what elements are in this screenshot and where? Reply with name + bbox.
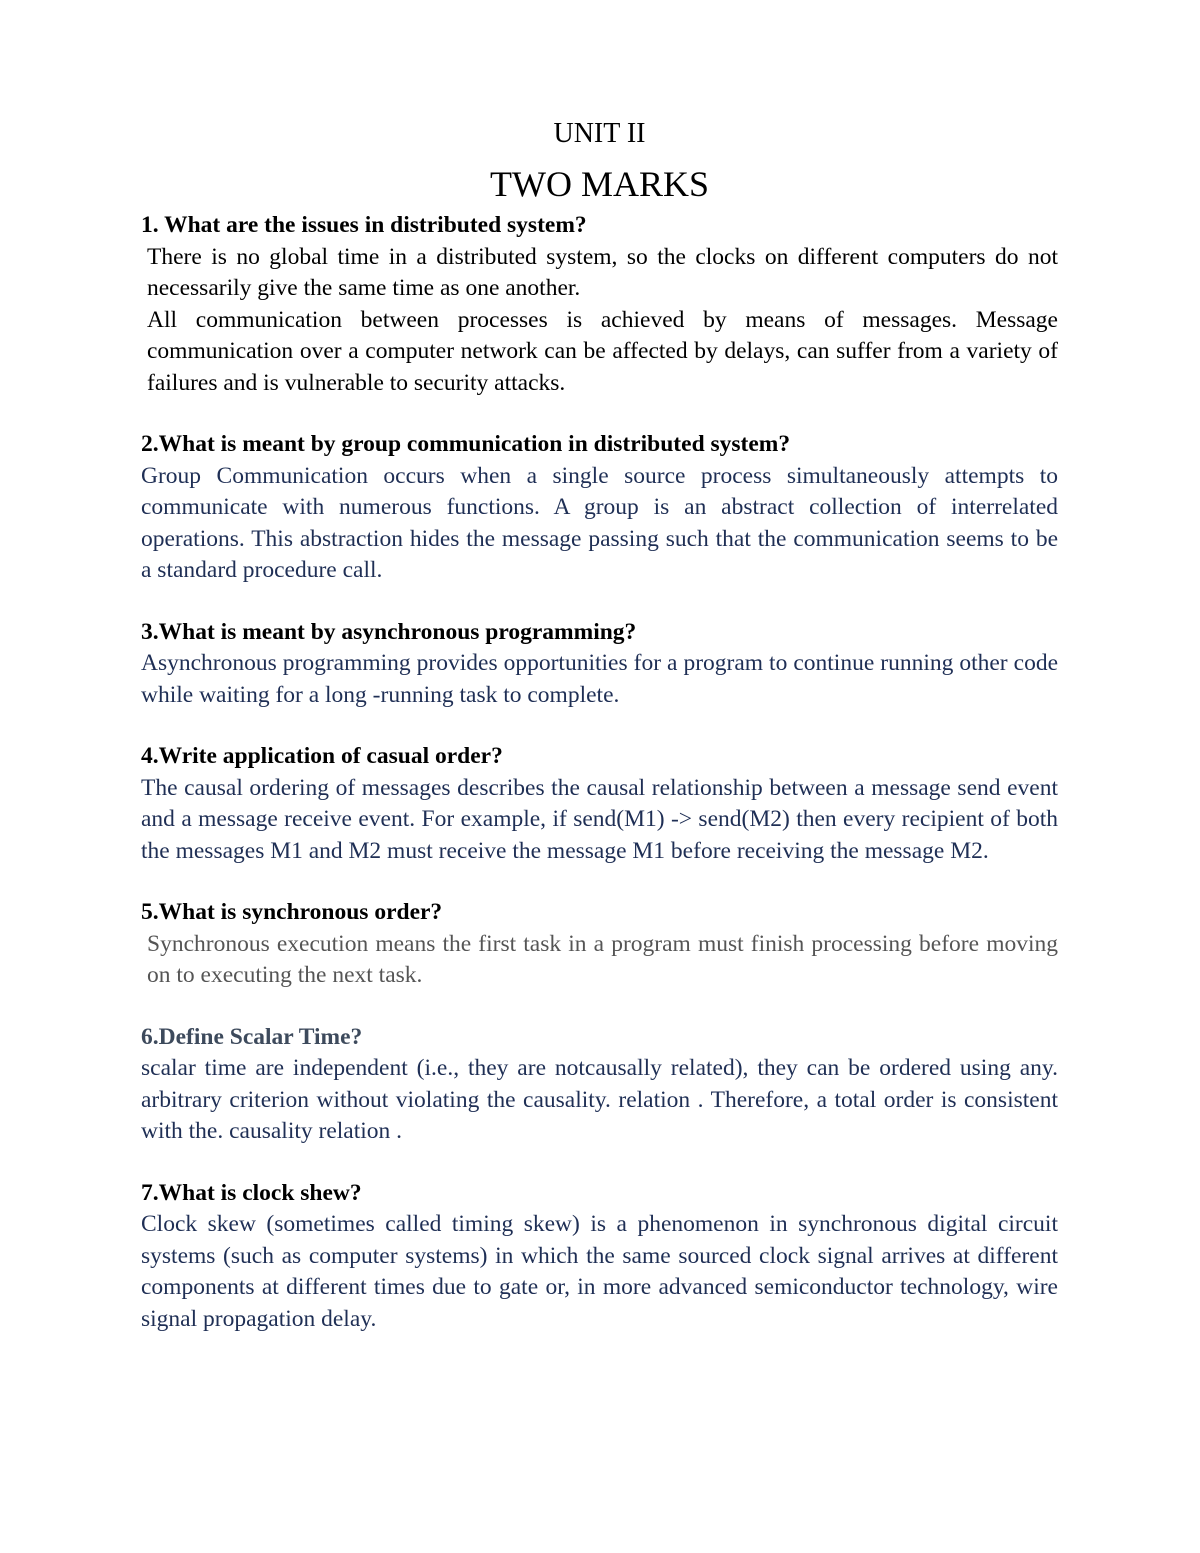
- answer-7: Clock skew (sometimes called timing skew) is a phenomenon in synchronous digital circuit systems (such as computer systems) in which the same sourced clock signal arrives at different components at different times due to gate or, in more advanced semiconductor technology, wire signal propagation delay.: [141, 1211, 1058, 1332]
- question-1: 1. What are the issues in distributed system?: [141, 212, 587, 238]
- answer-1-part-1: There is no global time in a distributed system, so the clocks on different computers do not necessarily give the same time as one another.: [147, 243, 1058, 301]
- answer-2: Group Communication occurs when a single source process simultaneously attempts to communicate with numerous functions. A group is an abstract collection of interrelated operations. This abstraction hides the message passing such that the communication seems to be a standard procedure call.: [141, 462, 1058, 583]
- qa-item-4: [141, 741, 1058, 867]
- question-7: 7.What is clock shew?: [141, 1179, 362, 1206]
- document-content: [141, 112, 1058, 1365]
- qa-item-1: [141, 210, 1058, 399]
- page-title: TWO MARKS: [489, 164, 709, 204]
- answer-1-part-2: All communication between processes is achieved by means of messages. Message communication over a computer network can be affected by delays, can suffer from a variety of failures and is vulnerable to security attacks.: [147, 306, 1058, 396]
- question-5: 5.What is synchronous order?: [141, 899, 443, 925]
- question-6: 6.Define Scalar Time?: [141, 1023, 363, 1050]
- qa-item-2: [141, 429, 1058, 587]
- question-4: 4.Write application of casual order?: [141, 743, 503, 769]
- answer-6: scalar time are independent (i.e., they are notcausally related), they can be ordered using any. arbitrary criterion without violating the causality. relation . Therefore, a total order is consistent with the. causality relation .: [141, 1055, 1058, 1144]
- qa-item-6: [141, 1022, 1058, 1148]
- unit-heading: UNIT II: [553, 118, 646, 149]
- qa-item-7: [141, 1178, 1058, 1336]
- answer-5: Synchronous execution means the first task in a program must finish processing before moving on to executing the next task.: [147, 930, 1058, 988]
- answer-3: Asynchronous programming provides opportunities for a program to continue running other code while waiting for a long -running task to complete.: [141, 650, 1058, 708]
- qa-item-5: [141, 897, 1058, 992]
- question-3: 3.What is meant by asynchronous programming?: [141, 618, 637, 645]
- answer-4: The causal ordering of messages describes the causal relationship between a message send event and a message receive event. For example, if send(M1) -> send(M2) then every recipient of both the messages M1 and M2 must receive the message M1 before receiving the message M2.: [141, 774, 1058, 864]
- question-2: 2.What is meant by group communication in distributed system?: [141, 431, 791, 457]
- qa-item-3: [141, 617, 1058, 712]
